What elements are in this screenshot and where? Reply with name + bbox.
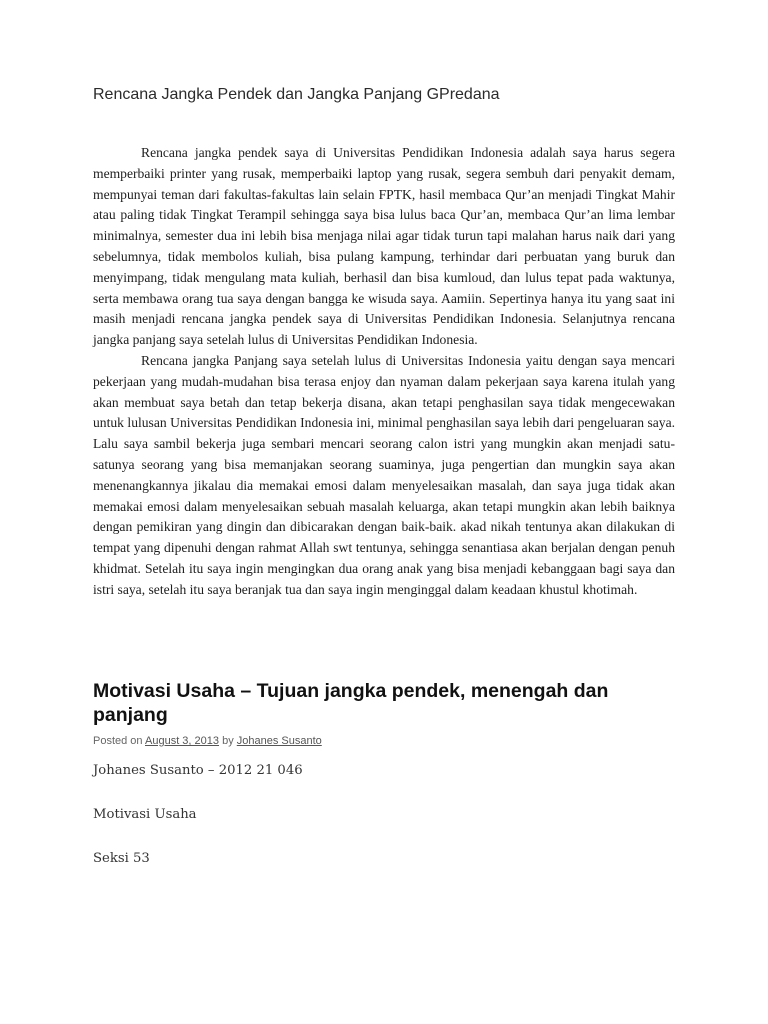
document-title: Rencana Jangka Pendek dan Jangka Panjang GPredana <box>93 86 500 103</box>
post-date-link[interactable]: August 3, 2013 <box>145 735 220 747</box>
post-title: Motivasi Usaha – Tujuan jangka pendek, menengah dan panjang <box>93 680 609 726</box>
post-section-line: Seksi 53 <box>93 851 150 866</box>
meta-prefix: Posted on <box>93 735 145 747</box>
paragraph-long-term-plan: Rencana jangka Panjang saya setelah lulus di Universitas Indonesia yaitu dengan saya mencari pekerjaan yang mudah-mudahan bisa terasa enjoy dan nyaman dalam pekerjaan saya karena itulah yang akan membuat saya betah dan tetap bekerja disana, akan tetapi penghasilan saya tidak mengecewakan untuk lulusan Universitas Pendidikan Indonesia ini, minimal penghasilan saya lebih dari pengeluaran saya. Lalu saya sambil bekerja juga sembari mencari seorang calon istri yang mungkin akan menjadi satu-satunya seorang yang bisa memanjakan seorang suaminya, juga pengertian dan mungkin saya akan menenangkannya jikalau dia memakai emosi dalam menyelesaikan masalah, dan saya juga tidak akan memakai emosi dalam menyelesaikan sebuah masalah keluarga, akan tetapi mungkin akan lebih baiknya dengan pemikiran yang dingin dan dibicarakan dengan baik-baik. akad nikah tentunya akan dilakukan di tempat yang dipenuhi dengan rahmat Allah swt tentunya, sehingga senantiasa akan berjalan dengan penuh khidmat. Setelah itu saya ingin mengingkan dua orang anak yang bisa menjadi kebanggaan bagi saya dan istri saya, setelah itu saya beranjak tua dan saya ingin menginggal dalam keadaan khustul khotimah. <box>93 352 675 597</box>
paragraph-short-term-plan: Rencana jangka pendek saya di Universitas Pendidikan Indonesia adalah saya harus segera memperbaiki printer yang rusak, memperbaiki laptop yang rusak, segera sembuh dari penyakit demam, mempunyai teman dari fakultas-fakultas lain selain FPTK, hasil membaca Qur’an menjadi Tingkat Mahir atau paling tidak Tingkat Terampil sehingga saya bisa lulus baca Qur’an, membaca Qur’an lima lembar minimalnya, semester dua ini lebih bisa menjaga nilai agar tidak turun tapi malahan harus naik dari yang sebelumnya, tidak membolos kuliah, bisa pulang kampung, terhindar dari perbuatan yang buruk dan menyimpang, tidak mengulang mata kuliah, berhasil dan bisa kumloud, dan lulus tepat pada waktunya, serta membawa orang tua saya dengan bangga ke wisuda saya. Aamiin. Sepertinya hanya itu yang saat ini masih menjadi rencana jangka pendek saya di Universitas Pendidikan Indonesia. Selanjutnya rencana jangka panjang saya setelah lulus di Universitas Pendidikan Indonesia. <box>93 145 675 348</box>
post-course-line: Motivasi Usaha <box>93 807 197 822</box>
post-author-link[interactable]: Johanes Susanto <box>236 735 322 747</box>
post-author-line: Johanes Susanto – 2012 21 046 <box>93 763 303 778</box>
essay-body <box>93 143 675 601</box>
post-meta <box>93 735 322 747</box>
meta-by: by <box>219 735 237 747</box>
